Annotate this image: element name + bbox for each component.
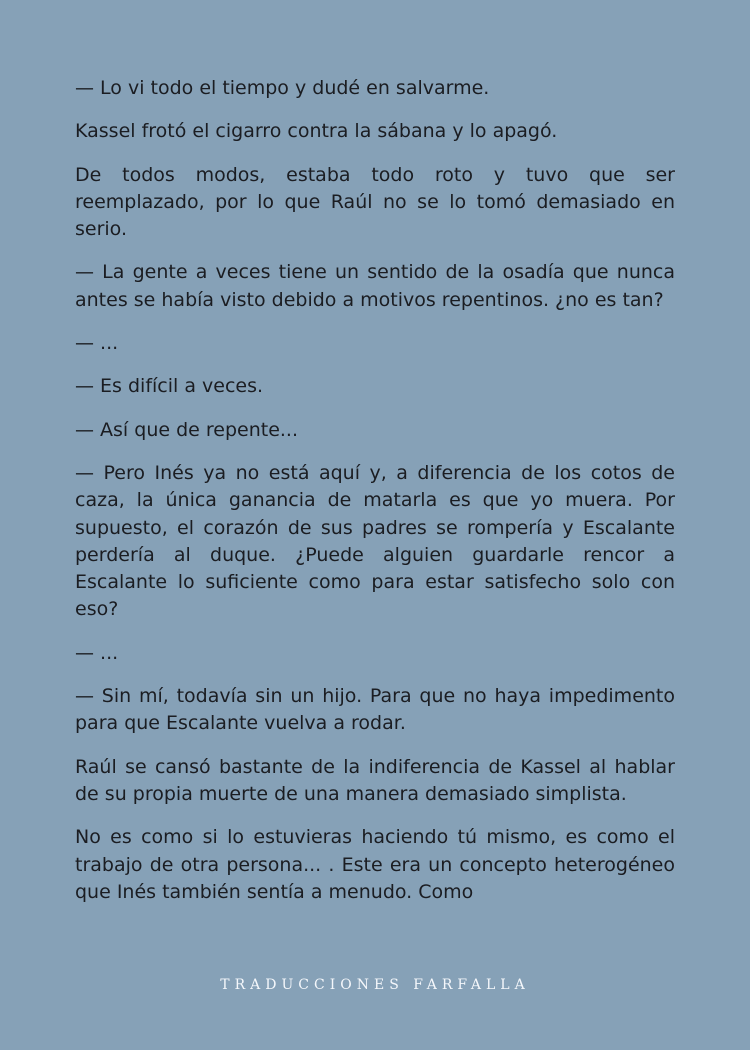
paragraph-7: — Así que de repente... xyxy=(75,418,299,441)
paragraph-6: — Es difícil a veces. xyxy=(75,375,264,398)
paragraph-4: — La gente a veces tiene un sentido de la osadía que nunca antes se había visto debido a motivos repentinos. ¿no es tan? xyxy=(75,261,675,311)
paragraph-9: — ... xyxy=(75,641,119,664)
paragraph-1: — Lo vi todo el tiempo y dudé en salvarme. xyxy=(75,77,490,99)
paragraph-2: Kassel frotó el cigarro contra la sábana y lo apagó. xyxy=(75,120,558,143)
body-text xyxy=(75,75,675,965)
paragraph-3: De todos modos, estaba todo roto y tuvo que ser reemplazado, por lo que Raúl no se lo tomó demasiado en serio. xyxy=(75,163,675,241)
footer-credit: TRADUCCIONES FARFALLA xyxy=(220,977,530,993)
paragraph-12: No es como si lo estuvieras haciendo tú mismo, es como el trabajo de otra persona... . Este era un concepto heterogéneo que Inés también sentía a menudo. Como xyxy=(75,826,675,903)
paragraph-10: — Sin mí, todavía sin un hijo. Para que no haya impedimento para que Escalante vuelva a rodar. xyxy=(75,685,675,735)
paragraph-8: — Pero Inés ya no está aquí y, a diferencia de los cotos de caza, la única ganancia de matarla es que yo muera. Por supuesto, el corazón de sus padres se rompería y Escalante perdería al duque. ¿Puede alguien guardarle rencor a Escalante lo suficiente como para estar satisfecho solo con eso? xyxy=(75,461,675,621)
paragraph-5: — ... xyxy=(75,332,119,355)
paragraph-11: Raúl se cansó bastante de la indiferencia de Kassel al hablar de su propia muerte de una manera demasiado simplista. xyxy=(75,755,675,805)
